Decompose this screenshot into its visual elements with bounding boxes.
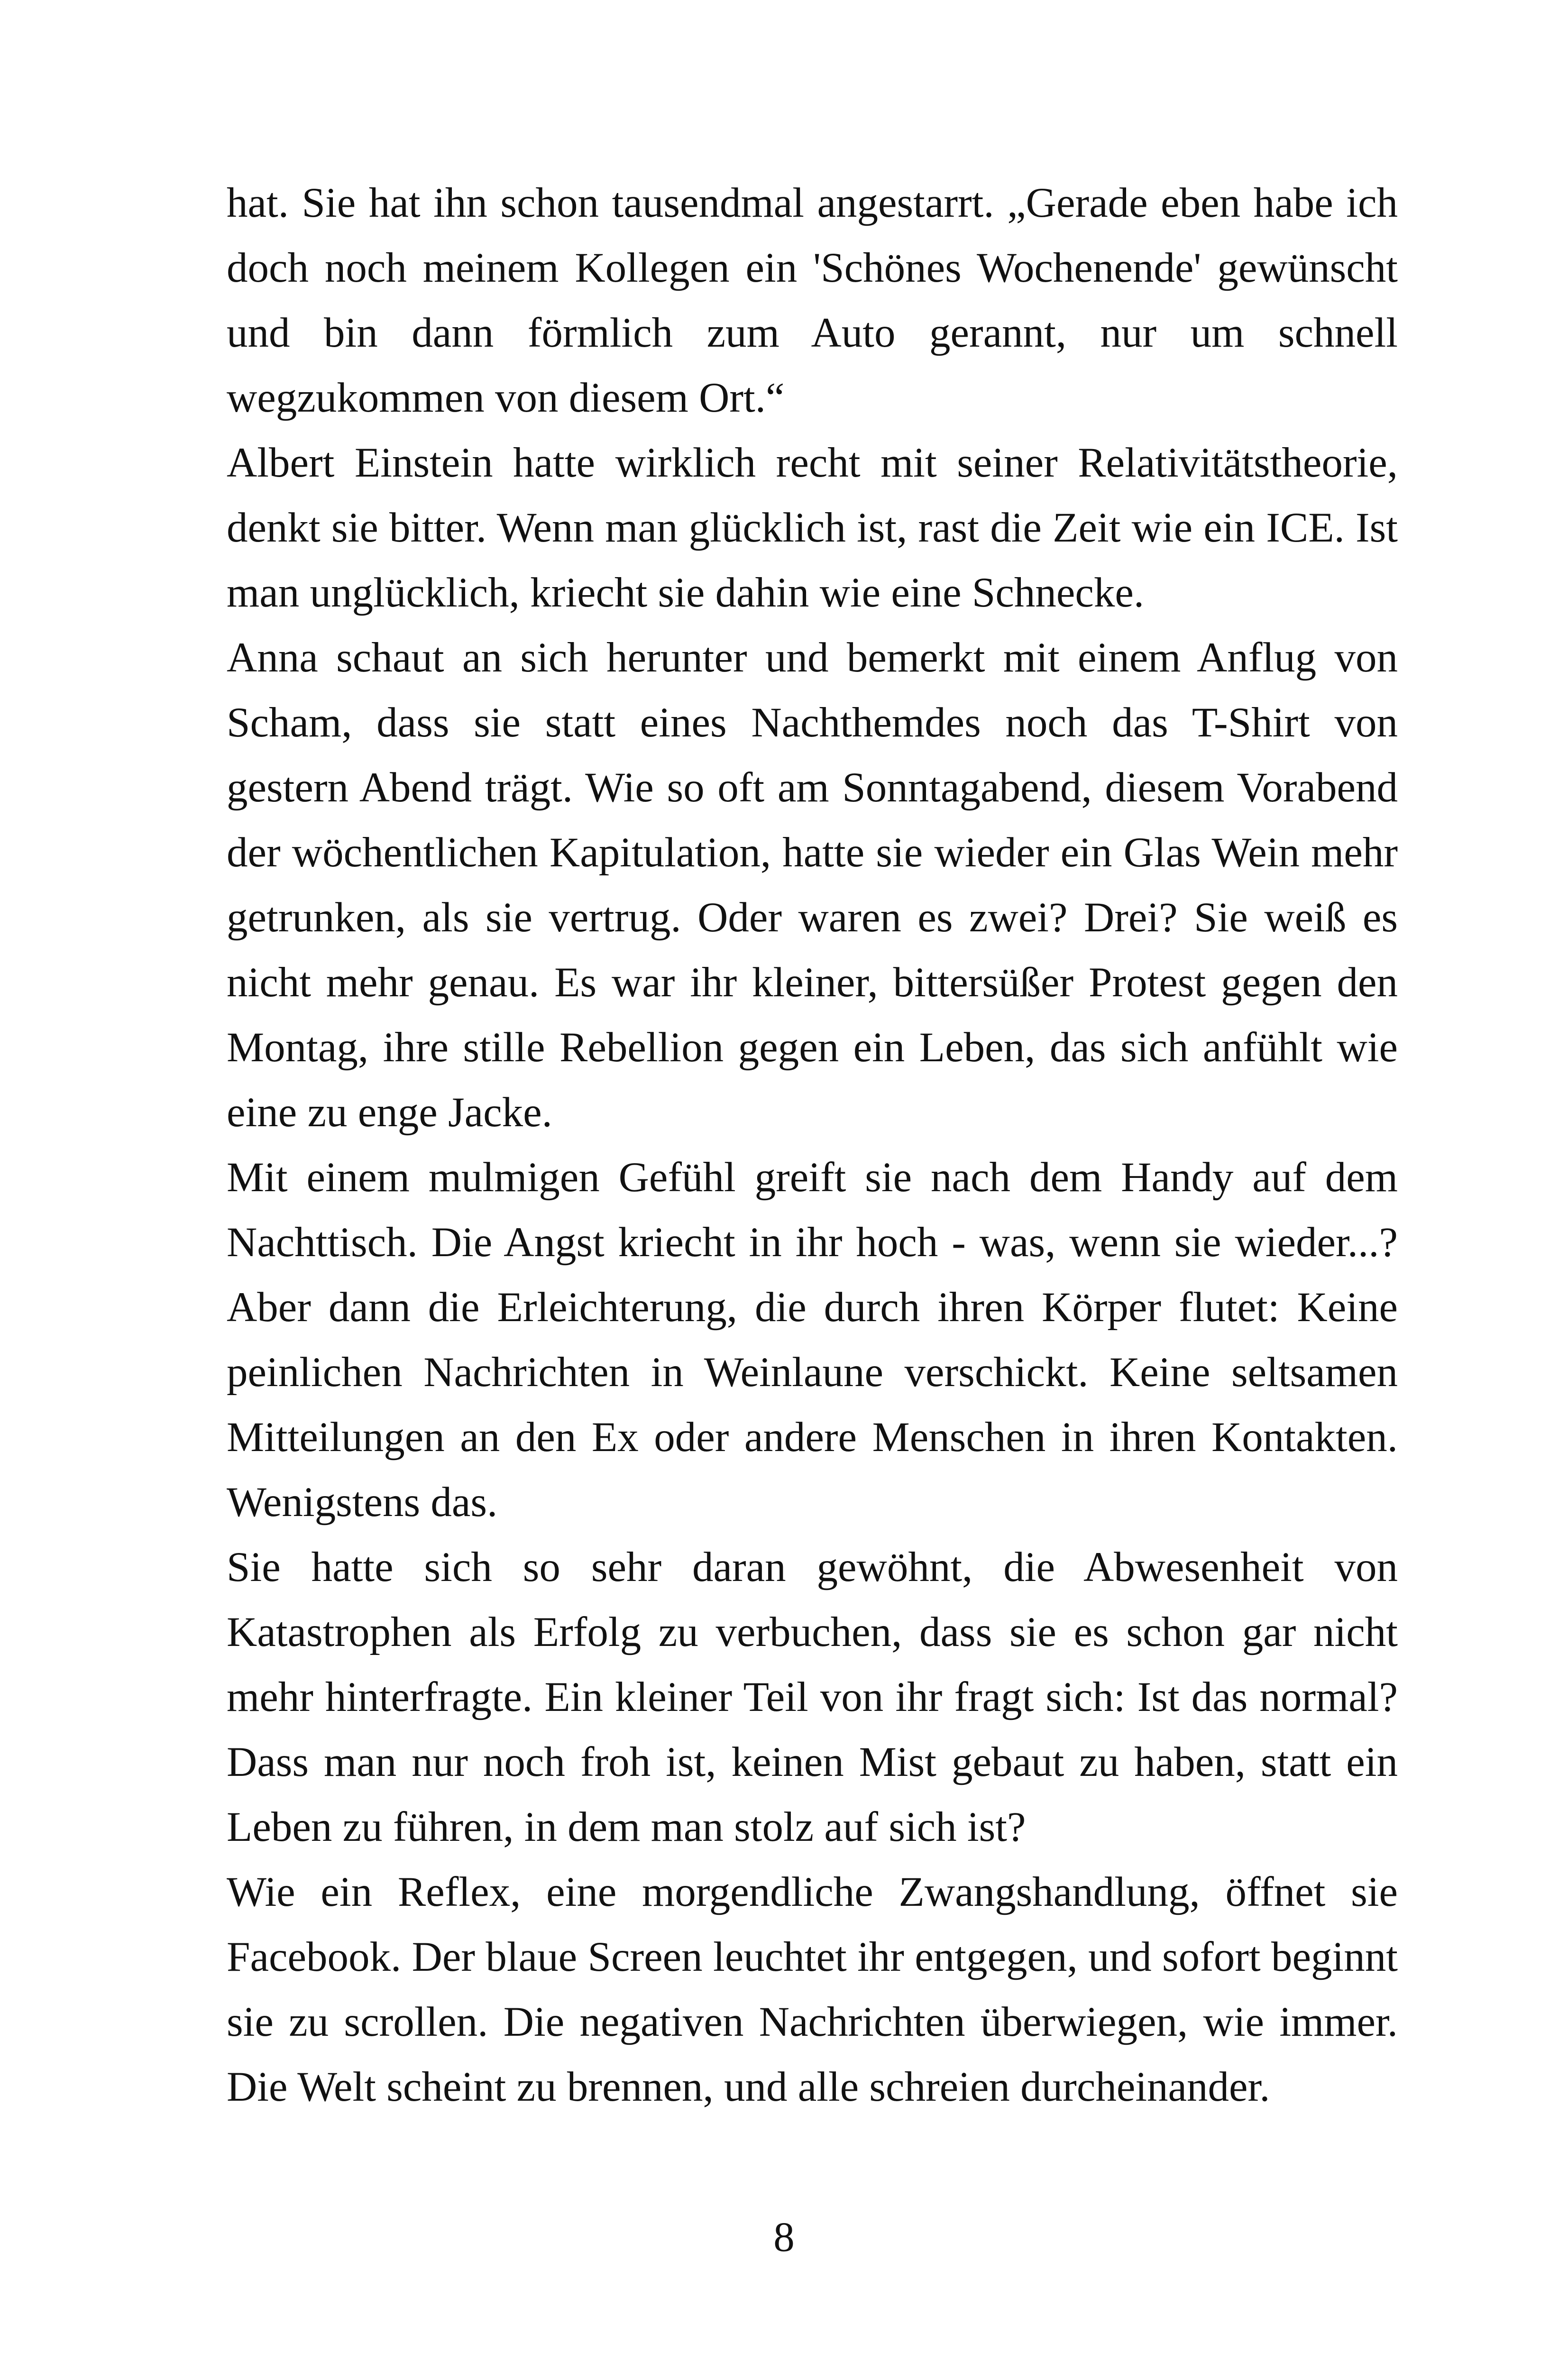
paragraph: Albert Einstein hatte wirklich recht mit seiner Relativitätstheorie, denkt sie bitter. Wenn man glücklich ist, rast die Zeit wie ein ICE. Ist man unglücklich, kriecht sie dahin wie eine Schnecke. <box>227 440 1398 616</box>
paragraph: Wie ein Reflex, eine morgendliche Zwangshandlung, öffnet sie Facebook. Der blaue Screen leuchtet ihr entgegen, und sofort beginnt sie zu scrollen. Die negativen Nachrichten überwiegen, wie immer. Die Welt scheint zu brennen, und alle schreien durcheinander. <box>227 1869 1398 2110</box>
paragraph: Anna schaut an sich herunter und bemerkt mit einem Anflug von Scham, dass sie statt eines Nachthemdes noch das T-Shirt von gestern Abend trägt. Wie so oft am Sonntagabend, diesem Vorabend der wöchentlichen Kapitulation, hatte sie wieder ein Glas Wein mehr getrunken, als sie vertrug. Oder waren es zwei? Drei? Sie weiß es nicht mehr genau. Es war ihr kleiner, bittersüßer Protest gegen den Montag, ihre stille Rebellion gegen ein Leben, das sich anfühlt wie eine zu enge Jacke. <box>227 634 1398 1136</box>
page-number: 8 <box>773 2214 795 2261</box>
paragraph: hat. Sie hat ihn schon tausendmal angestarrt. „Gerade eben habe ich doch noch meinem Kollegen ein 'Schönes Wochenende' gewünscht und bin dann förmlich zum Auto gerannt, nur um schnell wegzukommen von diesem Ort.“ <box>227 180 1398 421</box>
paragraph: Sie hatte sich so sehr daran gewöhnt, die Abwesenheit von Katastrophen als Erfolg zu verbuchen, dass sie es schon gar nicht mehr hinterfragte. Ein kleiner Teil von ihr fragt sich: Ist das normal? Dass man nur noch froh ist, keinen Mist gebaut zu haben, statt ein Leben zu führen, in dem man stolz auf sich ist? <box>227 1544 1398 1850</box>
body-text <box>227 171 1398 2120</box>
paragraph: Mit einem mulmigen Gefühl greift sie nach dem Handy auf dem Nachttisch. Die Angst kriecht in ihr hoch - was, wenn sie wieder...? Aber dann die Erleichterung, die durch ihren Körper flutet: Keine peinlichen Nachrichten in Weinlaune verschickt. Keine seltsamen Mitteilungen an den Ex oder andere Menschen in ihren Kontakten. Wenigstens das. <box>227 1154 1398 1526</box>
